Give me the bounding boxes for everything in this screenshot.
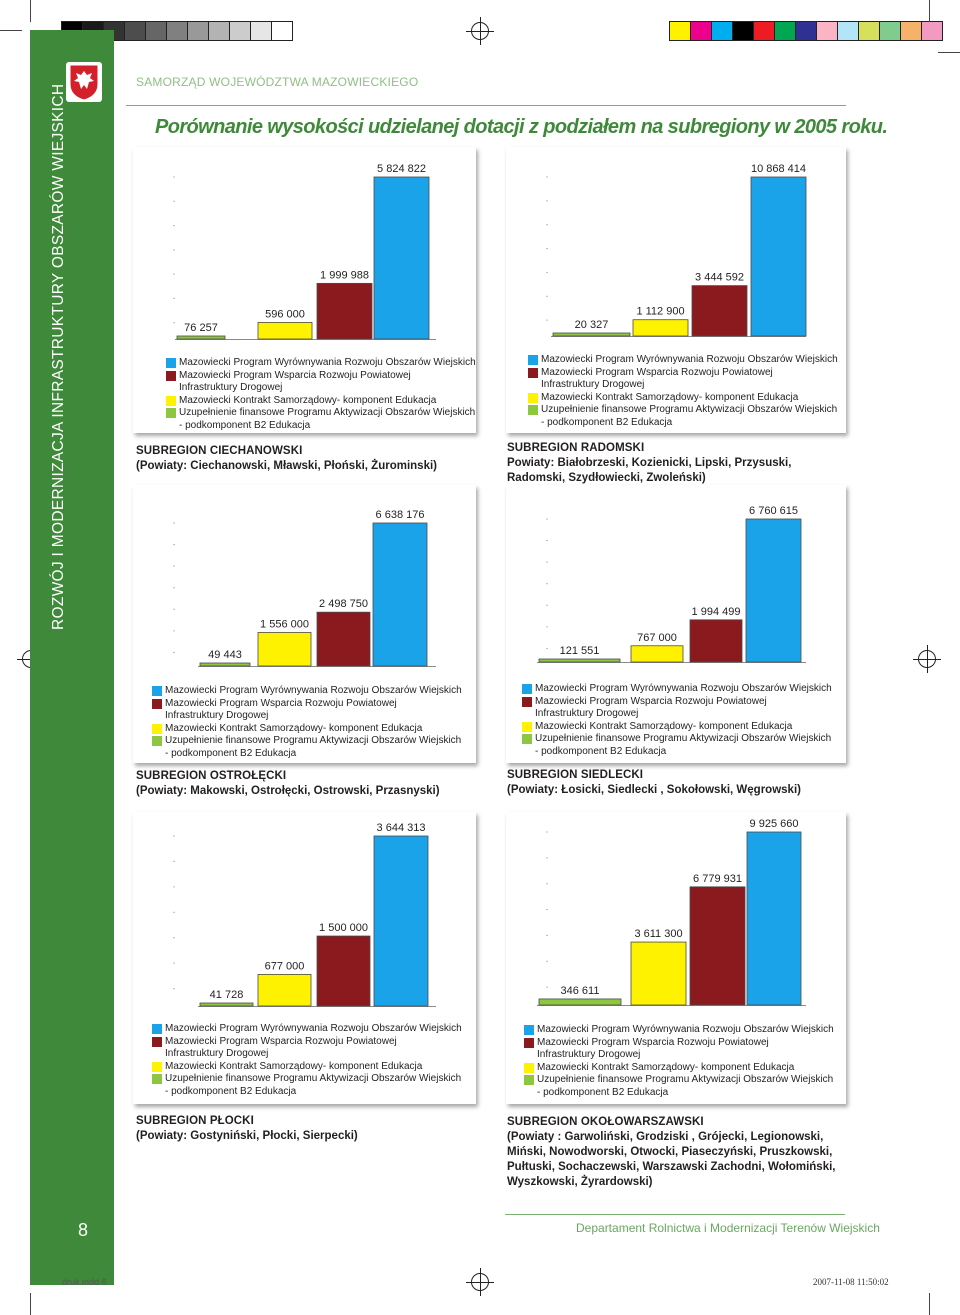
legend-item [524,1074,834,1099]
chart-panel-ostrolecki [133,485,476,763]
bar [751,177,806,336]
chart-panel-okolowarszawski [506,812,846,1104]
bar-value-label: 1 500 000 [319,922,368,935]
legend-swatch [522,722,532,732]
legend-swatch [524,1063,534,1073]
region-districts: (Powiaty: Makowski, Ostrołęcki, Ostrowski, Przasnyski) [136,785,440,797]
legend-label: Mazowiecki Kontrakt Samorządowy- komponent Edukacja [535,720,793,732]
bar-value-label: 3 444 592 [695,271,744,284]
legend-swatch [524,1038,534,1048]
legend-item [166,357,476,370]
legend-item [152,1036,462,1061]
legend-item [152,1023,462,1036]
legend-label: Mazowiecki Program Wyrównywania Rozwoju Obszarów Wiejskich [535,683,832,694]
legend-item [524,1037,834,1062]
region-caption-okolowarszawski [507,1115,835,1190]
bar [631,942,686,1005]
registration-mark-bottom [471,1273,489,1291]
region-caption-plocki [136,1114,358,1144]
bar-value-label: 596 000 [265,308,305,321]
region-name: SUBREGION CIECHANOWSKI [136,445,303,457]
chart-legend [152,1023,462,1098]
legend-item [166,395,476,408]
bar-value-label: 9 925 660 [749,818,799,830]
bar [317,612,370,666]
bar-value-label: 6 779 931 [693,872,742,885]
legend-label: Mazowiecki Program Wyrównywania Rozwoju Obszarów Wiejskich [537,1024,834,1035]
legend-swatch [528,355,538,365]
bar [200,663,250,666]
bar-value-label: 41 728 [209,989,244,1001]
legend-label: Mazowiecki Program Wyrównywania Rozwoju Obszarów Wiejskich [541,354,838,365]
legend-item [524,1062,834,1075]
print-slug-timestamp: 2007-11-08 11:50:02 [813,1277,889,1287]
region-name: SUBREGION OKOŁOWARSZAWSKI [507,1116,704,1128]
legend-label: Mazowiecki Program Wsparcia Rozwoju Powiatowej Infrastruktury Drogowej [165,1035,397,1059]
chart-legend [522,683,832,758]
bar [631,646,683,662]
bar [258,632,311,666]
chart-panel-siedlecki [506,485,846,763]
header-divider [126,105,846,106]
crop-mark [929,0,930,22]
bar-value-label: 1 994 499 [691,605,741,618]
region-name: SUBREGION RADOMSKI [507,442,645,454]
chart-legend [166,357,476,432]
legend-item [522,733,832,758]
legend-item [152,1061,462,1074]
registration-mark-right [918,650,936,668]
legend-swatch [524,1025,534,1035]
bar-value-label: 3 644 313 [376,822,426,834]
crop-mark [938,52,960,53]
legend-label: Uzupełnienie finansowe Programu Aktywizacji Obszarów Wiejskich - podkomponent B2 Edukacja [537,1074,834,1098]
legend-label: Mazowiecki Kontrakt Samorządowy- komponent Edukacja [165,722,423,734]
bar-value-label: 10 868 414 [750,163,807,175]
bar-value-label: 6 760 615 [749,505,798,517]
bar [373,523,427,666]
bar [317,283,372,339]
side-band [30,30,114,1285]
bar-value-label: 1 112 900 [636,305,685,318]
bar [539,659,620,662]
legend-swatch [166,358,176,368]
legend-item [528,354,838,367]
organization-name: SAMORZĄD WOJEWÓDZTWA MAZOWIECKIEGO [136,75,419,89]
legend-item [166,370,476,395]
crop-mark [0,30,22,31]
legend-swatch [152,699,162,709]
page-title: Porównanie wysokości udzielanej dotacji z podziałem na subregiony w 2005 roku. [155,116,888,138]
bar-chart [506,812,846,1024]
legend-label: Uzupełnienie finansowe Programu Aktywizacji Obszarów Wiejskich - podkomponent B2 Edukacja [541,404,838,428]
legend-label: Mazowiecki Kontrakt Samorządowy- komponent Edukacja [541,391,799,403]
legend-label: Uzupełnienie finansowe Programu Aktywizacji Obszarów Wiejskich - podkomponent B2 Edukacja [535,733,832,757]
chart-legend [524,1024,834,1099]
coat-of-arms-icon [66,62,102,102]
legend-swatch [528,405,538,415]
legend-item [528,404,838,429]
legend-label: Mazowiecki Program Wsparcia Rozwoju Powiatowej Infrastruktury Drogowej [535,695,767,719]
region-caption-radomski [507,441,791,486]
legend-swatch [166,408,176,418]
legend-label: Mazowiecki Kontrakt Samorządowy- komponent Edukacja [179,394,437,406]
bar [690,620,742,662]
bar [374,177,429,339]
bar-value-label: 767 000 [637,631,677,644]
chart-panel-ciechanowski [133,147,476,433]
legend-item [152,685,462,698]
region-caption-ciechanowski [136,444,437,474]
chart-legend [528,354,838,429]
legend-label: Mazowiecki Kontrakt Samorządowy- komponent Edukacja [537,1061,795,1073]
bar-value-label: 1 556 000 [260,618,309,631]
region-districts: (Powiaty: Ciechanowski, Mławski, Płoński, Żurominski) [136,460,437,472]
legend-label: Mazowiecki Kontrakt Samorządowy- komponent Edukacja [165,1060,423,1072]
region-districts: (Powiaty: Gostyniński, Płocki, Sierpecki) [136,1130,358,1142]
bar-value-label: 346 611 [560,984,600,997]
chart-legend [152,685,462,760]
legend-swatch [528,368,538,378]
legend-swatch [152,1062,162,1072]
bar [539,999,621,1005]
region-caption-siedlecki [507,768,801,798]
bar [177,336,225,339]
legend-swatch [524,1075,534,1085]
bar-value-label: 3 611 300 [634,928,683,941]
bar [633,320,688,336]
legend-swatch [152,1074,162,1084]
bar [258,322,312,339]
region-name: SUBREGION SIEDLECKI [507,769,644,781]
footer-divider [505,1214,845,1215]
legend-label: Mazowiecki Program Wyrównywania Rozwoju Obszarów Wiejskich [165,1023,462,1034]
bar-chart [506,147,846,354]
region-districts: (Powiaty : Garwoliński, Grodziski , Grójecki, Legionowski, Miński, Nowodworski, Otwocki, Piaseczyński, Pruszkowski, Pułtuski, Sochaczewski, Warszawski Zachodni, Wołomiński, Wyszkowski, Żyrardowski) [507,1131,836,1188]
legend-swatch [152,736,162,746]
region-name: SUBREGION OSTROŁĘCKI [136,770,287,782]
legend-item [528,392,838,405]
region-districts: (Powiaty: Łosicki, Siedlecki , Sokołowski, Węgrowski) [507,784,801,796]
department-name: Departament Rolnictwa i Modernizacji Terenów Wiejskich [576,1221,880,1235]
legend-swatch [166,371,176,381]
legend-item [522,721,832,734]
bar-value-label: 20 327 [574,319,609,331]
bar-value-label: 49 443 [208,649,242,661]
bar [692,286,747,336]
legend-item [522,696,832,721]
registration-mark-top [471,22,489,40]
vertical-section-title: ROZWÓJ I MODERNIZACJA INFRASTRUKTURY OBSZARÓW WIEJSKICH [50,83,67,630]
bar [374,836,428,1006]
legend-item [166,407,476,432]
legend-item [528,367,838,392]
region-caption-ostrolecki [136,769,440,799]
legend-swatch [528,393,538,403]
legend-label: Mazowiecki Program Wsparcia Rozwoju Powiatowej Infrastruktury Drogowej [179,369,411,393]
bar-chart [133,812,476,1023]
region-districts: Powiaty: Białobrzeski, Kozienicki, Lipski, Przysuski, Radomski, Szydłowiecki, Zwoleński) [507,457,792,484]
bar [200,1003,253,1006]
legend-label: Mazowiecki Program Wsparcia Rozwoju Powiatowej Infrastruktury Drogowej [537,1036,769,1060]
legend-label: Uzupełnienie finansowe Programu Aktywizacji Obszarów Wiejskich - podkomponent B2 Edukacja [165,1073,462,1097]
crop-mark [30,0,31,22]
crop-mark [30,1293,31,1315]
legend-swatch [152,1037,162,1047]
legend-item [524,1024,834,1037]
legend-label: Mazowiecki Program Wyrównywania Rozwoju Obszarów Wiejskich [179,357,476,368]
legend-item [152,723,462,736]
legend-swatch [522,734,532,744]
legend-swatch [152,724,162,734]
legend-item [152,735,462,760]
bar [747,832,801,1005]
bar [690,887,745,1005]
legend-swatch [522,697,532,707]
chart-panel-radomski [506,147,846,433]
legend-item [522,683,832,696]
bar-value-label: 6 638 176 [375,509,425,521]
print-slug-file: druk.indd 8 [62,1277,107,1287]
bar-value-label: 5 824 822 [377,163,426,175]
legend-label: Uzupełnienie finansowe Programu Aktywizacji Obszarów Wiejskich - podkomponent B2 Edukacja [179,407,476,431]
legend-swatch [522,684,532,694]
bar-value-label: 121 551 [559,645,600,657]
page-number: 8 [78,1220,89,1240]
legend-label: Mazowiecki Program Wsparcia Rozwoju Powiatowej Infrastruktury Drogowej [541,366,773,390]
crop-mark [929,1293,930,1315]
chart-panel-plocki [133,812,476,1104]
legend-label: Uzupełnienie finansowe Programu Aktywizacji Obszarów Wiejskich - podkomponent B2 Edukacja [165,735,462,759]
bar-chart [133,147,476,357]
bar-value-label: 76 257 [184,322,218,334]
bar [553,333,630,336]
legend-label: Mazowiecki Program Wyrównywania Rozwoju Obszarów Wiejskich [165,685,462,696]
legend-swatch [166,396,176,406]
bar-chart [133,485,476,685]
bar-chart [506,485,846,683]
region-name: SUBREGION PŁOCKI [136,1115,254,1127]
legend-label: Mazowiecki Program Wsparcia Rozwoju Powiatowej Infrastruktury Drogowej [165,697,397,721]
bar [746,519,801,662]
legend-item [152,698,462,723]
bar-value-label: 2 498 750 [319,598,368,611]
legend-swatch [152,1024,162,1034]
bar-value-label: 677 000 [264,960,305,973]
bar [258,974,311,1006]
legend-swatch [152,686,162,696]
legend-item [152,1073,462,1098]
color-calibration-strip [670,21,943,41]
bar-value-label: 1 999 988 [320,269,369,282]
bar [317,936,370,1006]
